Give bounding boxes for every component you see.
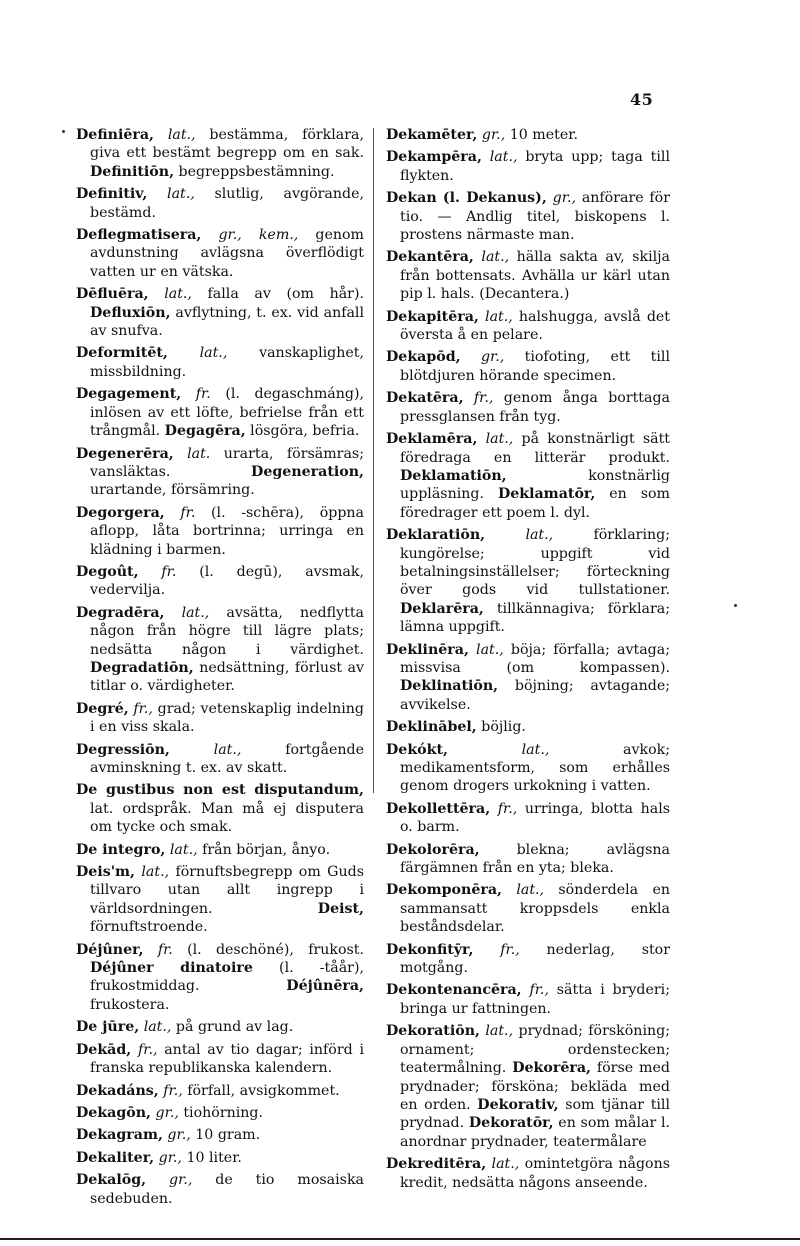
entry-source: lat., [485, 1023, 514, 1040]
dictionary-entry [76, 941, 364, 1015]
entry-definition: en som föredrager ett poem l. dyl. [400, 486, 671, 521]
entry-definition: sönderdela en sammansatt kroppsdels enkla beståndsdelar. [400, 882, 670, 936]
dictionary-entry [76, 604, 364, 696]
entry-headword: Dekreditēra, [386, 1156, 487, 1173]
entry-definition: som tjänar till prydnad. [400, 1096, 671, 1132]
entry-headword: Dekorēra, [512, 1060, 591, 1077]
entry-headword: Deformitēt, [76, 345, 168, 362]
entry-source: lat., [164, 286, 192, 303]
entry-definition: bestämma, förklara, giva ett bestämt begrepp om en sak. [90, 127, 364, 162]
entry-definition: böja; förfalla; avtaga; missvisa (om kompassen). [400, 641, 670, 676]
entry-definition: anförare för tio. — Andlig titel, biskopens l. prostens närmaste man. [400, 190, 671, 244]
dictionary-entry [386, 800, 670, 837]
entry-definition: genom ånga borttaga pressglansen från tyg. [400, 390, 671, 425]
dictionary-entry [386, 641, 670, 715]
entry-headword: Definitiv, [76, 186, 148, 203]
entry-source: lat., [476, 641, 504, 658]
dictionary-entry [76, 563, 364, 600]
entry-source: lat., [167, 186, 195, 203]
scan-speck [734, 604, 737, 607]
entry-definition: tiofoting, ett till blötdjuren hörande specimen. [400, 349, 671, 384]
entry-definition: lösgöra, befria. [250, 423, 360, 440]
right-column [386, 126, 670, 1196]
entry-headword: Degressiōn, [76, 741, 170, 758]
entry-definition: på grund av lag. [175, 1019, 294, 1036]
entry-headword: Dekadáns, [76, 1082, 159, 1099]
entry-headword: Dekagram, [76, 1127, 163, 1144]
entry-definition: tiohörning. [183, 1104, 264, 1121]
entry-definition: halshugga, avslå det översta å en pelare. [400, 308, 670, 344]
dictionary-entry [76, 185, 364, 222]
entry-headword: Dekoratōr, [468, 1115, 554, 1132]
entry-source: fr. [161, 563, 177, 580]
entry-headword: Degradēra, [76, 604, 165, 621]
entry-headword: Dekād, [76, 1041, 132, 1058]
dictionary-entry [386, 741, 670, 796]
entry-source: gr., kem., [218, 227, 299, 244]
entry-definition: (l. degū), avsmak, vedervilja. [90, 563, 364, 599]
dictionary-entry [386, 148, 670, 185]
dictionary-entry [76, 385, 364, 440]
entry-headword: Defluxiōn, [90, 304, 171, 321]
dictionary-entry [386, 881, 670, 936]
entry-headword: Dekollettēra, [386, 800, 491, 817]
dictionary-entry [76, 1171, 364, 1208]
entry-definition: 10 gram. [195, 1127, 261, 1144]
entry-source: lat., [213, 741, 242, 758]
dictionary-entry [76, 226, 364, 281]
entry-headword: Deklinēra, [386, 641, 469, 658]
entry-definition: avkok; medikamentsform, som erhålles genom drogers urkokning i vatten. [400, 741, 671, 795]
entry-definition: (l. -schēra), öppna aflopp, låta bortrinna; urringa en klädning i barmen. [90, 504, 365, 558]
entry-source: gr., [481, 127, 506, 143]
dictionary-entry [386, 248, 670, 303]
dictionary-entry [76, 741, 364, 778]
entry-source: lat., [181, 604, 210, 621]
page-bottom-edge [0, 1238, 800, 1240]
entry-headword: Dekolorēra, [386, 841, 480, 858]
entry-source: fr. [180, 504, 196, 521]
entry-source: lat., [143, 1019, 172, 1036]
entry-headword: Dekampēra, [386, 149, 482, 166]
entry-definition: förfall, avsigkommet. [187, 1082, 340, 1099]
dictionary-entry [76, 841, 364, 859]
entry-headword: Dēfluēra, [76, 286, 149, 303]
entry-headword: Degeneration, [251, 463, 364, 480]
entry-definition: böjlig. [481, 719, 526, 736]
entry-headword: Deklaratiōn, [386, 527, 486, 544]
entry-headword: Dekatēra, [386, 390, 464, 407]
entry-definition: avsätta, nedflytta någon från högre till lägre plats; nedsätta någon i värdighet. [90, 604, 364, 658]
column-divider [373, 128, 374, 793]
entry-source: gr., [552, 190, 576, 207]
dictionary-entry [386, 189, 670, 244]
entry-definition: från början, ånyo. [202, 841, 331, 858]
dictionary-entry [76, 126, 364, 181]
entry-source: lat., [485, 431, 514, 448]
entry-source: lat., [521, 741, 550, 758]
entry-definition: urartande, försämring. [90, 482, 255, 499]
entry-definition: förklaring; kungörelse; uppgift vid betalningsinställelser; förteckning över gods vid tullstationer. [400, 527, 671, 599]
page-number: 45 [630, 90, 654, 109]
dictionary-entry [386, 718, 670, 736]
entry-definition: avflytning, t. ex. vid anfall av snufva. [90, 304, 364, 340]
dictionary-entry [386, 841, 670, 878]
entry-source: lat., [525, 527, 554, 544]
entry-headword: Degré, [76, 700, 129, 717]
entry-source: fr., [163, 1082, 183, 1099]
entry-definition: tillkännagiva; förklara; lämna uppgift. [400, 600, 670, 636]
entry-headword: Deklamatiōn, [400, 467, 507, 484]
dictionary-entry [386, 348, 670, 385]
entry-definition: (l. degaschmáng), inlösen av ett löfte, befrielse från ett trångmål. [90, 386, 365, 440]
entry-headword: Degenerēra, [76, 445, 174, 462]
entry-definition: slutlig, avgörande, bestämd. [90, 186, 364, 221]
entry-definition: frukostera. [90, 996, 170, 1013]
entry-definition: fortgående avminskning t. ex. av skatt. [90, 741, 365, 776]
dictionary-entry [76, 1126, 364, 1144]
entry-headword: Dekaliter, [76, 1149, 155, 1166]
entry-definition: urarta, försämras; vansläktas. [90, 445, 364, 480]
entry-source: fr., [529, 982, 549, 999]
dictionary-entry [76, 1041, 364, 1078]
entry-source: fr., [500, 941, 520, 958]
entry-headword: Deflegmatisera, [76, 227, 202, 244]
entry-headword: Deklinābel, [386, 719, 477, 736]
dictionary-entry [76, 285, 364, 340]
entry-headword: Dekamēter, [386, 127, 478, 143]
dictionary-entry [386, 430, 670, 522]
entry-source: lat., [481, 249, 510, 266]
entry-source: gr., [158, 1149, 182, 1166]
entry-headword: Deis'm, [76, 864, 136, 881]
entry-headword: Degoût, [76, 563, 139, 580]
entry-headword: Dekonfitȳr, [386, 941, 474, 958]
dictionary-entry [386, 126, 670, 144]
entry-headword: Dekoratiōn, [386, 1023, 480, 1040]
entry-definition: sätta i bryderi; bringa ur fattningen. [400, 982, 671, 1017]
entry-headword: Deklinatiōn, [400, 678, 499, 695]
entry-definition: lat. ordspråk. Man må ej disputera om tycke och smak. [90, 800, 364, 836]
entry-headword: Definitiōn, [90, 163, 175, 180]
entry-source: gr., [169, 1172, 193, 1189]
entry-headword: Definiēra, [76, 127, 154, 143]
entry-headword: Déjûnēra, [286, 978, 364, 995]
entry-definition: förnuftsbegrepp om Guds tillvaro utan allt ingrepp i världsordningen. [90, 864, 364, 917]
dictionary-entry [76, 1104, 364, 1122]
entry-source: lat., [516, 882, 545, 899]
entry-definition: nederlag, stor motgång. [400, 941, 671, 977]
entry-headword: Dekontenancēra, [386, 982, 522, 999]
dictionary-entry [386, 941, 670, 978]
entry-definition: (l. -tåår), frukostmiddag. [90, 960, 364, 995]
dictionary-entry [76, 1018, 364, 1036]
entry-definition: förse med prydnader; försköna; bekläda med en orden. [400, 1060, 670, 1113]
dictionary-entry [76, 1149, 364, 1167]
dictionary-entry [386, 526, 670, 636]
entry-source: fr., [497, 800, 518, 817]
dictionary-entry [76, 344, 364, 381]
entry-source: fr. [195, 386, 211, 403]
entry-definition: genom avdunstning avlägsna överflödigt vatten ur en vätska. [90, 227, 364, 280]
entry-source: fr., [133, 700, 153, 717]
entry-headword: Deklamēra, [386, 431, 478, 448]
entry-source: lat., [199, 345, 228, 362]
entry-definition: antal av tio dagar; införd i franska republikanska kalendern. [90, 1041, 364, 1077]
dictionary-entry [386, 389, 670, 426]
entry-source: lat., [491, 1156, 520, 1173]
entry-definition: grad; vetenskaplig indelning i en viss skala. [90, 700, 364, 736]
entry-headword: De gustibus non est disputandum, [76, 782, 364, 799]
entry-definition: 10 liter. [186, 1149, 242, 1166]
dictionary-entry [386, 1155, 670, 1192]
entry-headword: De jūre, [76, 1019, 140, 1036]
entry-headword: Dekapōd, [386, 349, 461, 366]
entry-definition: blekna; avlägsna färgämnen från en yta; bleka. [400, 841, 670, 877]
entry-definition: falla av (om hår). [207, 286, 365, 303]
entry-source: fr., [473, 390, 494, 407]
dictionary-entry [76, 1082, 364, 1100]
entry-headword: Dekantēra, [386, 249, 474, 266]
entry-source: lat., [141, 864, 170, 881]
entry-headword: Dekalōg, [76, 1172, 147, 1189]
entry-headword: Deklarēra, [400, 600, 484, 617]
entry-source: gr., [480, 349, 505, 366]
entry-headword: De integro, [76, 841, 166, 858]
dictionary-entry [76, 445, 364, 500]
entry-definition: nedsättning, förlust av titlar o. värdigheter. [90, 659, 365, 695]
entry-headword: Dekorativ, [477, 1096, 559, 1113]
dictionary-entry [76, 781, 364, 836]
dictionary-entry [386, 1022, 670, 1151]
entry-definition: bryta upp; taga till flykten. [400, 149, 670, 184]
entry-headword: Déjûner, [76, 941, 144, 958]
entry-headword: Degagement, [76, 386, 182, 403]
entry-headword: Deklamatōr, [497, 486, 596, 503]
entry-headword: Degradatiōn, [90, 659, 194, 676]
entry-definition: vanskaplighet, missbildning. [90, 345, 365, 380]
entry-source: lat., [169, 841, 198, 858]
entry-headword: Dekapitēra, [386, 308, 479, 325]
dictionary-entry [76, 504, 364, 559]
entry-definition: 10 meter. [509, 127, 578, 143]
scan-speck [62, 130, 65, 133]
entry-definition: prydnad; försköning; ornament; ordenstecken; teatermålning. [400, 1023, 670, 1077]
entry-definition: (l. deschöné), frukost. [187, 941, 365, 958]
entry-definition: hälla sakta av, skilja från bottensats. Avhälla ur kärl utan pip l. hals. (Decantera.) [400, 249, 671, 303]
entry-definition: konstnärlig uppläsning. [400, 467, 670, 503]
entry-headword: Déjûner dinatoire [90, 960, 253, 977]
entry-source: gr., [155, 1104, 179, 1121]
left-column [76, 126, 364, 1212]
entry-headword: Dekagōn, [76, 1104, 151, 1121]
entry-headword: Dekókt, [386, 741, 448, 758]
entry-source: gr., [167, 1127, 191, 1144]
entry-headword: Degagēra, [164, 423, 246, 440]
entry-source: lat. [187, 445, 211, 462]
entry-source: lat., [167, 127, 196, 143]
entry-definition: förnuftstroende. [90, 919, 208, 936]
entry-definition: böjning; avtagande; avvikelse. [400, 678, 670, 713]
dictionary-entry [76, 700, 364, 737]
entry-source: lat., [489, 149, 518, 166]
dictionary-entry [386, 308, 670, 345]
entry-definition: urringa, blotta hals o. barm. [400, 800, 671, 836]
entry-definition: omintetgöra någons kredit, nedsätta någons anseende. [400, 1156, 670, 1191]
entry-source: lat., [485, 308, 513, 325]
dictionary-entry [76, 863, 364, 937]
dictionary-entry [386, 981, 670, 1018]
entry-headword: Degorgera, [76, 504, 165, 521]
entry-definition: på konstnärligt sätt föredraga en litterär produkt. [400, 431, 671, 466]
entry-definition: en som målar l. anordnar prydnader, teatermålare [400, 1115, 670, 1150]
entry-definition: begreppsbestämning. [178, 163, 335, 180]
entry-headword: Dekomponēra, [386, 882, 502, 899]
entry-source: fr., [137, 1041, 158, 1058]
entry-definition: de tio mosaiska sedebuden. [90, 1172, 365, 1207]
entry-headword: Dekan (l. Dekanus), [386, 190, 547, 207]
entry-source: fr. [157, 941, 173, 958]
entry-headword: Deist, [317, 900, 364, 917]
